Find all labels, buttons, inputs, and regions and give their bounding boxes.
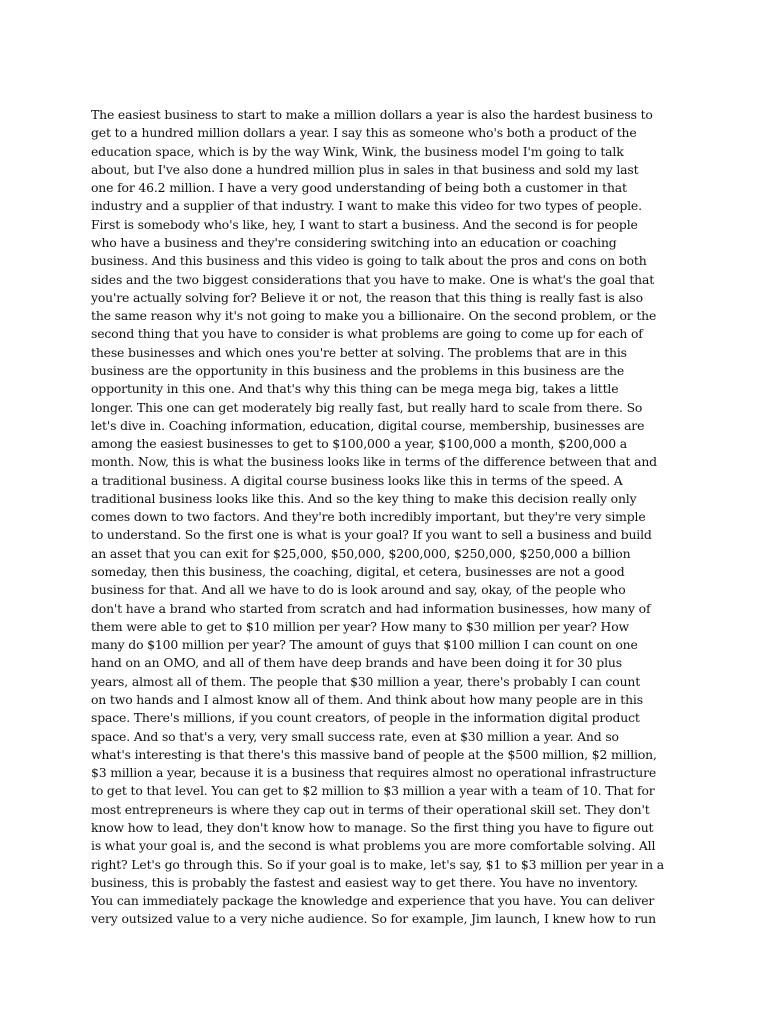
text-line: $3 million a year, because it is a business that requires almost no operational infrastructure	[91, 765, 657, 781]
text-line: many do $100 million per year? The amount of guys that $100 million I can count on one	[91, 637, 638, 653]
text-line: know how to lead, they don't know how to manage. So the first thing you have to figure out	[91, 819, 654, 835]
text-line: business are the opportunity in this business and the problems in this business are the	[91, 362, 625, 378]
text-line: business for that. And all we have to do is look around and say, okay, of the people who	[91, 582, 626, 598]
text-line: one for 46.2 million. I have a very good understanding of being both a customer in that	[91, 180, 627, 196]
text-line: someday, then this business, the coaching, digital, et cetera, businesses are not a good	[91, 564, 625, 580]
text-line: You can immediately package the knowledge and experience that you have. You can deliver	[91, 893, 655, 909]
text-line: let's dive in. Coaching information, education, digital course, membership, businesses are	[91, 417, 645, 433]
text-line: a traditional business. A digital course business looks like this in terms of the speed. A	[91, 472, 623, 488]
text-line: most entrepreneurs is where they cap out in terms of their operational skill set. They don't	[91, 801, 650, 817]
text-line: on two hands and I almost know all of them. And think about how many people are in this	[91, 692, 643, 707]
text-line: them were able to get to $10 million per year? How many to $30 million per year? How	[91, 618, 629, 634]
text-line: who have a business and they're considering switching into an education or coaching	[91, 234, 617, 250]
text-line: you're actually solving for? Believe it or not, the reason that this thing is really fast is also	[91, 289, 643, 305]
text-line: The easiest business to start to make a million dollars a year is also the hardest business to	[91, 107, 653, 122]
text-line: longer. This one can get moderately big really fast, but really hard to scale from there. So	[91, 399, 643, 415]
transcript-body	[91, 106, 691, 929]
text-line: these businesses and which ones you're better at solving. The problems that are in this	[91, 344, 627, 360]
text-line: don't have a brand who started from scratch and had information businesses, how many of	[91, 600, 651, 616]
text-line: what's interesting is that there's this massive band of people at the $500 million, $2 million,	[91, 746, 657, 762]
text-line: month. Now, this is what the business looks like in terms of the difference between that and	[91, 454, 657, 470]
text-line: very outsized value to a very niche audience. So for example, Jim launch, I knew how to run	[91, 911, 656, 927]
text-line: space. And so that's a very, very small success rate, even at $30 million a year. And so	[91, 728, 619, 744]
text-line: to understand. So the first one is what is your goal? If you want to sell a business and build	[91, 527, 652, 543]
text-line: is what your goal is, and the second is what problems you are more comfortable solving. All	[91, 838, 656, 854]
text-line: hand on an OMO, and all of them have deep brands and have been doing it for 30 plus	[91, 655, 622, 671]
text-line: an asset that you can exit for $25,000, $50,000, $200,000, $250,000, $250,000 a billion	[91, 545, 631, 561]
text-line: business, this is probably the fastest and easiest way to get there. You have no inventory.	[91, 874, 638, 890]
text-line: First is somebody who's like, hey, I want to start a business. And the second is for people	[91, 216, 638, 232]
text-line: business. And this business and this video is going to talk about the pros and cons on both	[91, 253, 647, 269]
text-line: comes down to two factors. And they're both incredibly important, but they're very simple	[91, 509, 646, 525]
text-line: traditional business looks like this. And so the key thing to make this decision really only	[91, 490, 637, 506]
text-line: get to a hundred million dollars a year. I say this as someone who's both a product of the	[91, 125, 637, 141]
text-line: right? Let's go through this. So if your goal is to make, let's say, $1 to $3 million per year in a	[91, 856, 664, 872]
text-line: space. There's millions, if you count creators, of people in the information digital product	[91, 710, 640, 726]
text-line: to get to that level. You can get to $2 million to $3 million a year with a team of 10. That for	[91, 783, 655, 799]
text-line: second thing that you have to consider is what problems are going to come up for each of	[91, 326, 643, 342]
text-line: opportunity in this one. And that's why this thing can be mega mega big, takes a little	[91, 381, 619, 397]
text-line: among the easiest businesses to get to $100,000 a year, $100,000 a month, $200,000 a	[91, 436, 627, 452]
text-line: years, almost all of them. The people that $30 million a year, there's probably I can count	[91, 673, 641, 689]
text-line: sides and the two biggest considerations that you have to make. One is what's the goal that	[91, 271, 655, 287]
text-line: about, but I've also done a hundred million plus in sales in that business and sold my last	[91, 161, 639, 177]
text-line: education space, which is by the way Wink, Wink, the business model I'm going to talk	[91, 143, 624, 159]
text-line: industry and a supplier of that industry. I want to make this video for two types of people.	[91, 198, 642, 214]
text-line: the same reason why it's not going to make you a billionaire. On the second problem, or the	[91, 308, 657, 324]
